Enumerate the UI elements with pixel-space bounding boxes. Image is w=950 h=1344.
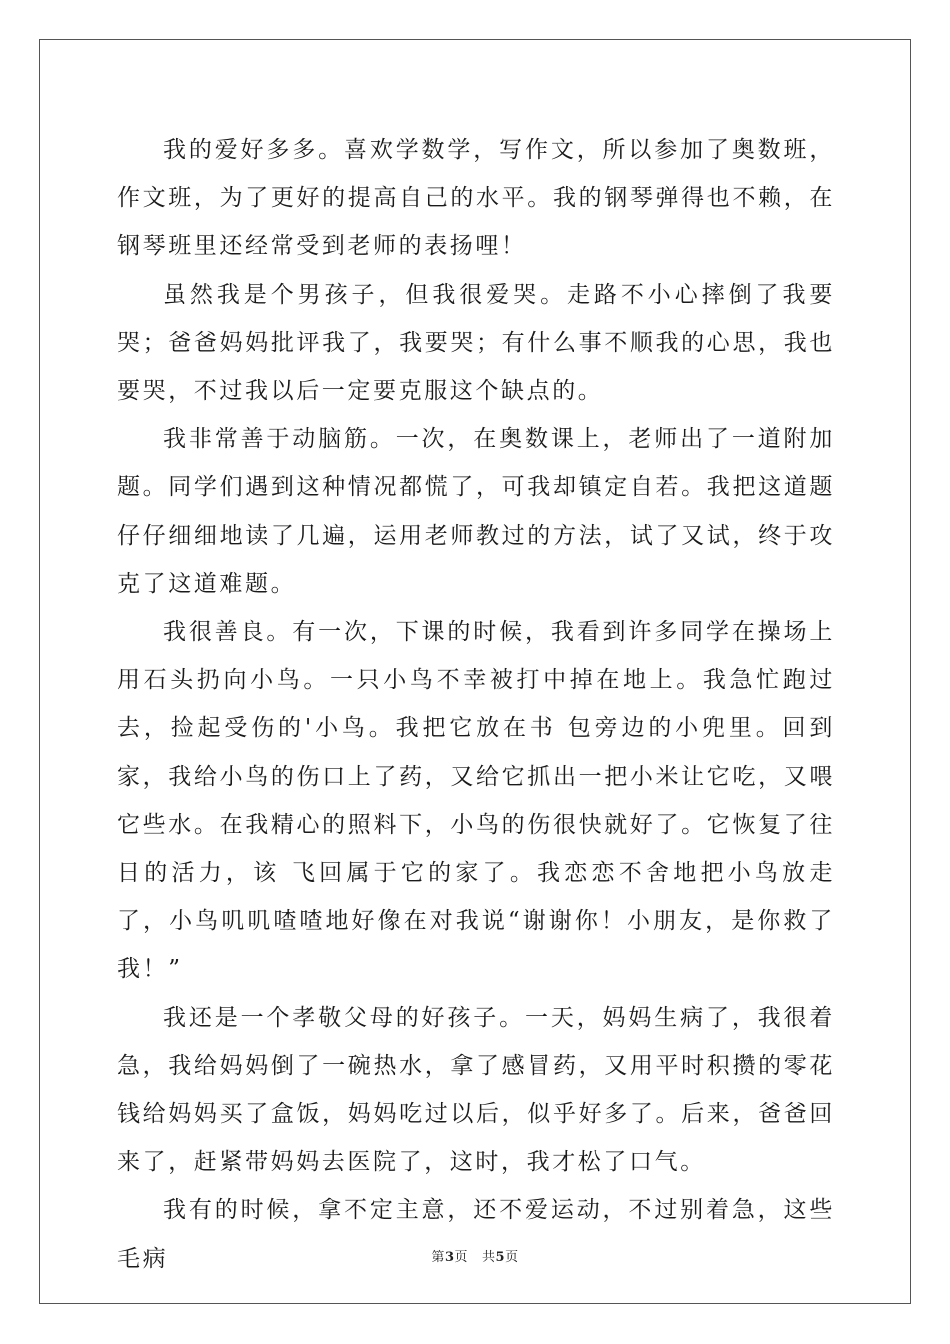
document-body xyxy=(117,126,835,1283)
paragraph-3: 我非常善于动脑筋。一次，在奥数课上，老师出了一道附加题。同学们遇到这种情况都慌了，可我却镇定自若。我把这道题仔仔细细地读了几遍，运用老师教过的方法，试了又试，终于攻克了这道难题。 xyxy=(117,426,835,597)
total-page-number: 5 xyxy=(495,1250,506,1265)
current-page-number: 3 xyxy=(444,1250,455,1265)
paragraph-6: 我有的时候，拿不定主意，还不爱运动，不过别着急，这些毛病 xyxy=(117,1197,835,1272)
paragraph-2: 虽然我是个男孩子，但我很爱哭。走路不小心摔倒了我要哭；爸爸妈妈批评我了，我要哭；有什么事不顺我的心思，我也要哭，不过我以后一定要克服这个缺点的。 xyxy=(117,281,835,405)
paragraph-1: 我的爱好多多。喜欢学数学，写作文，所以参加了奥数班，作文班，为了更好的提高自己的水平。我的钢琴弹得也不赖，在钢琴班里还经常受到老师的表扬哩！ xyxy=(117,137,835,260)
total-pages-label: 共5页 xyxy=(482,1250,519,1265)
paragraph-4: 我很善良。有一次，下课的时候，我看到许多同学在操场上用石头扔向小鸟。一只小鸟不幸被打中掉在地上。我急忙跑过去，捡起受伤的'小鸟。我把它放在书 包旁边的小兜里。回到家，我给小鸟的伤口上了药，又给它抓出一把小米让它吃，又喂它些水。在我精心的照料下，小鸟的伤很快就好了。它恢复了往日的活力，该 飞回属于它的家了。我恋恋不舍地把小鸟放走了，小鸟叽叽喳喳地好像在对我说“谢谢你！小朋友，是你救了我！” xyxy=(117,619,835,983)
paragraph-5: 我还是一个孝敬父母的好孩子。一天，妈妈生病了，我很着急，我给妈妈倒了一碗热水，拿了感冒药，又用平时积攒的零花钱给妈妈买了盒饭，妈妈吃过以后，似乎好多了。后来，爸爸回来了，赶紧带妈妈去医院了，这时，我才松了口气。 xyxy=(117,1004,835,1176)
page-number-label: 第3页 xyxy=(431,1250,468,1265)
page-footer xyxy=(0,1246,950,1265)
